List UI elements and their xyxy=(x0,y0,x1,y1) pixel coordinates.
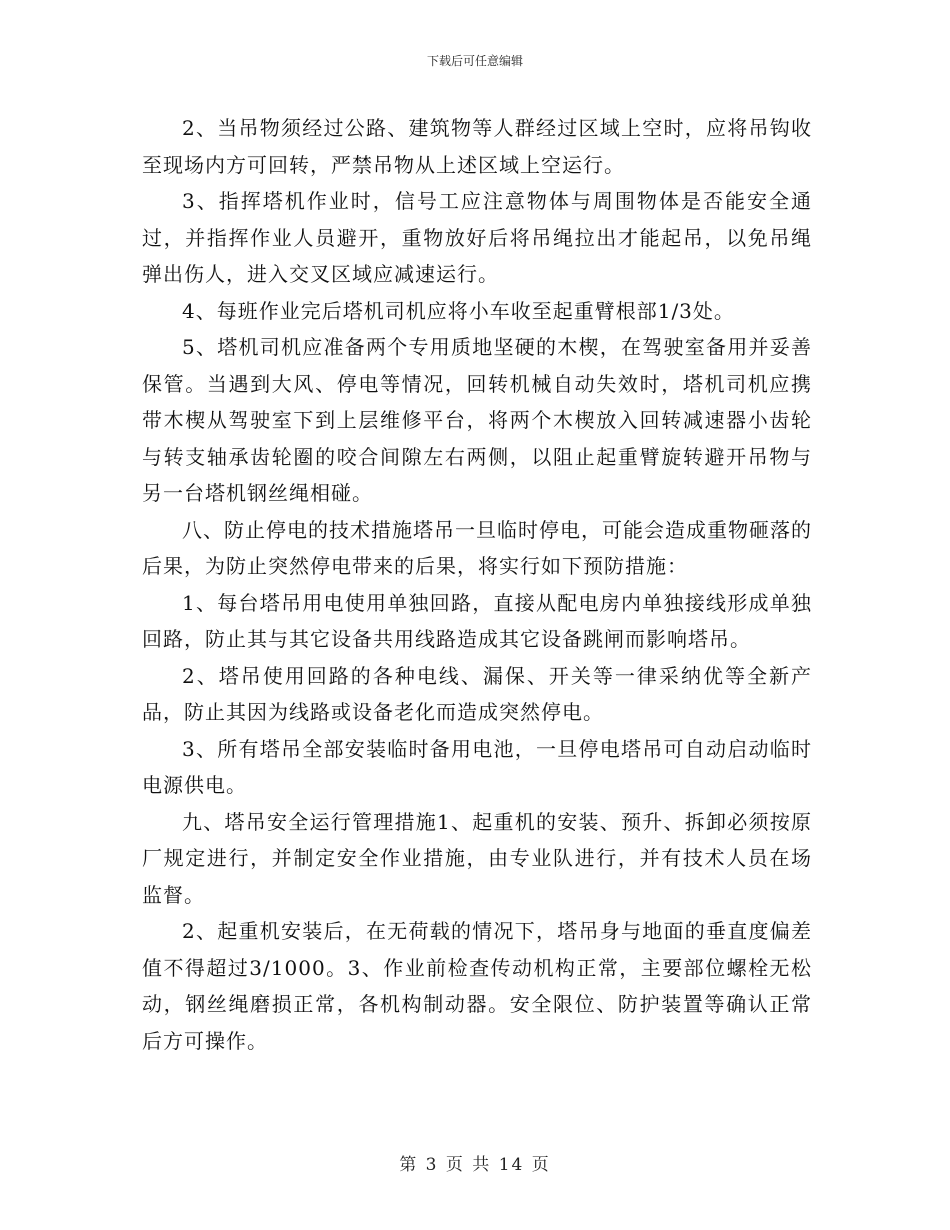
page-footer: 第 3 页 共 14 页 xyxy=(399,1155,551,1175)
document-body xyxy=(142,110,812,1059)
paragraph-1: 2、当吊物须经过公路、建筑物等人群经过区域上空时，应将吊钩收至现场内方可回转，严禁吊物从上述区域上空运行。 xyxy=(142,116,812,177)
paragraph-8: 3、所有塔吊全部安装临时备用电池，一旦停电塔吊可自动启动临时电源供电。 xyxy=(142,736,812,797)
paragraph-2: 3、指挥塔机作业时，信号工应注意物体与周围物体是否能安全通过，并指挥作业人员避开，重物放好后将吊绳拉出才能起吊，以免吊绳弹出伤人，进入交叉区域应减速运行。 xyxy=(142,189,812,286)
paragraph-3: 4、每班作业完后塔机司机应将小车收至起重臂根部1/3处。 xyxy=(182,298,735,323)
paragraph-4: 5、塔机司机应准备两个专用质地坚硬的木楔，在驾驶室备用并妥善保管。当遇到大风、停电等情况，回转机械自动失效时，塔机司机应携带木楔从驾驶室下到上层维修平台，将两个木楔放入回转减速器小齿轮与转支轴承齿轮圈的咬合间隙左右两侧，以阻止起重臂旋转避开吊物与另一台塔机钢丝绳相碰。 xyxy=(142,335,812,505)
paragraph-7: 2、塔吊使用回路的各种电线、漏保、开关等一律采纳优等全新产品，防止其因为线路或设备老化而造成突然停电。 xyxy=(142,663,812,724)
page-header: 下载后可任意编辑 xyxy=(426,54,523,68)
paragraph-5: 八、防止停电的技术措施塔吊一旦临时停电，可能会造成重物砸落的后果，为防止突然停电带来的后果，将实行如下预防措施： xyxy=(142,517,812,578)
paragraph-10: 2、起重机安装后，在无荷载的情况下，塔吊身与地面的垂直度偏差值不得超过3/1000。3、作业前检查传动机构正常，主要部位螺栓无松动，钢丝绳磨损正常，各机构制动器。安全限位、防护装置等确认正常后方可操作。 xyxy=(142,919,812,1053)
paragraph-9: 九、塔吊安全运行管理措施1、起重机的安装、预升、拆卸必须按原厂规定进行，并制定安全作业措施，由专业队进行，并有技术人员在场监督。 xyxy=(142,809,812,907)
paragraph-6: 1、每台塔吊用电使用单独回路，直接从配电房内单独接线形成单独回路，防止其与其它设备共用线路造成其它设备跳闸而影响塔吊。 xyxy=(142,590,812,651)
